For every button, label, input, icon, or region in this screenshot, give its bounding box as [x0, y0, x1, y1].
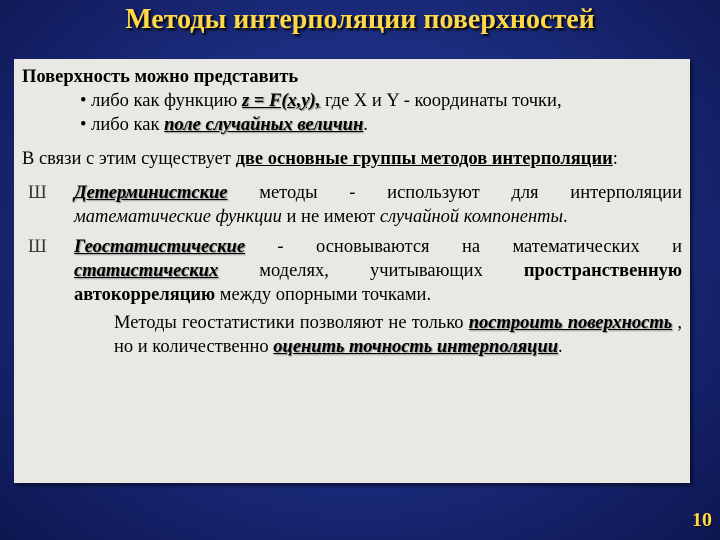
bullet-prefix: либо как функцию — [91, 91, 242, 111]
autocorrelation-term: пространственную автокорреляцию — [74, 261, 682, 305]
formula: z = F(x,y), — [241, 91, 321, 111]
bullet-dot: • — [80, 115, 87, 135]
deterministic-text — [74, 181, 682, 229]
slide-title: Методы интерполяции поверхностей — [125, 4, 595, 35]
random-component: случайной компоненты — [379, 207, 564, 227]
intro-text: Поверхность можно представить — [22, 67, 299, 87]
note-mid: , но и количественно — [114, 313, 682, 357]
random-field-term: поле случайных величин — [164, 115, 364, 135]
bullet-prefix: либо как — [91, 115, 165, 135]
list-marker: Ш — [28, 183, 47, 203]
accuracy-term: оценить точность интерполяции — [273, 337, 559, 357]
geostatistical-text — [74, 235, 682, 307]
geostatistics-note — [114, 311, 682, 359]
geostatistical-end: между опорными точками. — [215, 285, 432, 305]
bullet-function — [80, 89, 682, 113]
geostatistical-mid: моделях, учитывающих — [218, 261, 524, 281]
note-prefix: Методы геостатистики позволяют не только — [114, 313, 469, 333]
bullet-suffix: где X и Y - координаты точки, — [320, 91, 562, 111]
groups-prefix: В связи с этим существует — [22, 149, 236, 169]
deterministic-desc: методы - используют для интерполяции — [227, 183, 682, 203]
geostatistical-term: Геостатистические — [74, 237, 246, 257]
list-item-geostatistical — [22, 235, 682, 307]
geostatistical-desc: - основываются на математических и — [245, 237, 682, 257]
bullet-random-field — [80, 113, 682, 137]
slide-number: 10 — [692, 509, 712, 531]
list-item-deterministic — [22, 181, 682, 229]
statistical-term: статистических — [74, 261, 219, 281]
bullet-dot: • — [80, 91, 87, 111]
groups-suffix: : — [612, 149, 618, 169]
deterministic-end: . — [563, 207, 568, 227]
groups-term: две основные группы методов интерполяции — [235, 149, 613, 169]
groups-text — [22, 147, 682, 171]
bullet-suffix: . — [363, 115, 368, 135]
deterministic-term: Детерминистские — [74, 183, 228, 203]
math-functions: математические функции — [74, 207, 282, 227]
build-surface-term: построить поверхность — [468, 313, 673, 333]
content-panel — [14, 59, 690, 483]
deterministic-mid: и не имеют — [281, 207, 380, 227]
note-end: . — [558, 337, 563, 357]
list-marker: Ш — [28, 237, 47, 257]
